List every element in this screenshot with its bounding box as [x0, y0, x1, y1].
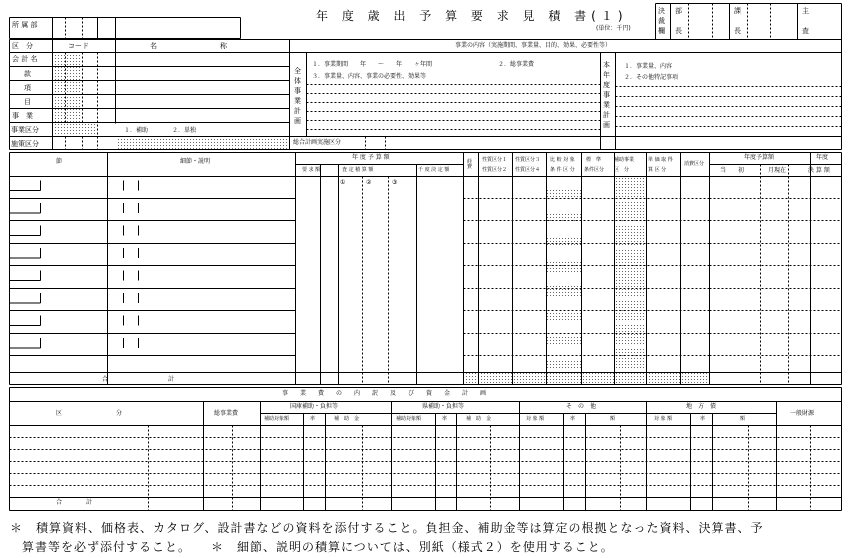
sogo-keikaku-label: 総合計画実施区分	[293, 139, 342, 146]
bunrui-1b: 性質区分２	[482, 167, 508, 173]
shaded-cell	[546, 311, 581, 321]
sonota-ritsu: 率	[570, 416, 576, 422]
zennendo2-header: 年度	[816, 154, 829, 161]
kessai-char-3: 欄	[658, 27, 665, 35]
shaded-cell	[614, 348, 646, 370]
form-title: 年 度 歳 出 予 算 要 求 見 積 書(１)	[316, 9, 628, 23]
hojo-shutai-a: 補助事業	[614, 157, 635, 163]
chiho-gaku: 額	[740, 416, 746, 422]
honnendo-label-char: 本	[603, 61, 610, 69]
shaded-cell	[614, 250, 646, 272]
shaded-cell	[614, 201, 646, 223]
genzai-header: 月現在	[768, 167, 787, 174]
shaded-cell	[546, 335, 581, 345]
shaded-cell	[546, 188, 581, 198]
zennendo-header: 年度予算額	[744, 154, 775, 161]
jigyo-kubun-label: 事業区分	[11, 126, 39, 134]
shaded-cell	[116, 137, 289, 149]
honnendo-item-2: ２．その他特記事項	[624, 74, 679, 81]
main-gokei: 合 計	[102, 376, 175, 383]
shaded-cell	[53, 123, 97, 136]
kaikei-label: 会 計 名	[12, 55, 38, 63]
kessan-header: 決 算 額	[808, 167, 830, 174]
bucho-2: 長	[675, 27, 682, 35]
chiho-taisho: 対 象 額	[654, 416, 673, 422]
kacho-1: 課	[734, 7, 741, 15]
zentai-item-1a: １．事業期間 年 ～ 年 ヶ年間	[312, 61, 433, 68]
zentai-label-char: 体	[294, 77, 301, 85]
kessai-char-2: 裁	[658, 17, 665, 25]
jigyo-naiyo-header: 事業の内容（実施期間、事業量、目的、効果、必要性等）	[455, 42, 612, 49]
zentai-label-char: 全	[294, 67, 301, 75]
kokko-hojo-taisho: 補助対象額	[264, 416, 290, 422]
shozokubu-label: 所 属 部	[12, 21, 38, 29]
honnendo-label-char: 年	[603, 71, 610, 79]
lower-gokei: 合 計	[56, 499, 93, 506]
zentai-label-char: 業	[294, 97, 301, 105]
kokko-hojokin: 補 助 金	[334, 416, 360, 422]
kacho-2: 長	[734, 27, 741, 35]
moku-label: 目	[24, 98, 31, 106]
honnendo-item-1: １．事業量、内容	[624, 63, 673, 70]
zentai-label-char: 計	[294, 107, 301, 115]
footer-note-1: ＊ 積算資料、価格表、カタログ、設計書などの資料を添付すること。負担金、補助金等は算定の根拠となった資料、決算書、予	[10, 521, 764, 535]
lower-kubun-header: 区 分	[56, 410, 123, 417]
shaded-cell	[546, 237, 581, 247]
satei-header: 査 定 積 算 額	[342, 167, 374, 173]
honnendo-label-char: 画	[603, 121, 610, 129]
seisaku-kubun-label: 施策区分	[11, 140, 39, 148]
chiho-header: 地 方 債	[686, 403, 717, 410]
chiho-ritsu: 率	[700, 416, 706, 422]
ken-ritsu: 率	[442, 416, 448, 422]
shaded-cell	[546, 213, 581, 223]
shaded-cell	[546, 262, 581, 272]
circle-3: ③	[392, 179, 398, 186]
shaded-cell	[614, 274, 646, 296]
ippan-kubun-b: 算 区 分	[648, 167, 667, 173]
honnendo-label-char: 事	[603, 91, 610, 99]
circle-2: ②	[366, 179, 372, 186]
hikaku-a: 比 較 対 象	[550, 157, 575, 163]
honnendo-label-char: 計	[603, 111, 610, 119]
hikaku-b: 条 件 区 分	[550, 167, 575, 173]
bunrui-1a: 性質区分１	[482, 157, 508, 163]
shusa-2: 査	[802, 27, 809, 35]
kessai-char-1: 決	[658, 7, 665, 15]
kubun-label: 区 分	[12, 42, 33, 50]
shaded-cell	[546, 286, 581, 296]
yokyu-gaku-header: 要 求 額	[302, 167, 321, 173]
ko-label: 項	[24, 84, 31, 92]
kijun-b: 条件区分	[584, 167, 605, 173]
zentai-item-2: ３．事業量、内容、事業の必要性、効果等	[312, 73, 427, 80]
shusa-1: 主	[802, 7, 809, 15]
bunrui-2a: 性質区分３	[515, 157, 541, 163]
lower-table-header: 事 業 費 の 内 訳 及 び 資 金 計 画	[282, 390, 487, 397]
kan-label: 款	[24, 70, 31, 78]
kokko-ritsu: 率	[310, 416, 316, 422]
jigyo-label: 事 業	[12, 112, 33, 120]
shaded-cell	[546, 360, 581, 370]
shaded-cell	[53, 53, 82, 122]
touki-header: 当 初	[720, 167, 745, 174]
honnendo-label-char: 度	[603, 81, 610, 89]
bunrui-2b: 性質区分４	[515, 167, 541, 173]
yosan-kubun: 消費区分	[684, 161, 705, 167]
zentai-label-char: 事	[294, 87, 301, 95]
shaded-cell	[463, 372, 709, 384]
kijun-a: 標 準	[586, 157, 602, 163]
kettei-header: 千 度 決 定 額	[418, 167, 450, 173]
circle-1: ①	[340, 179, 346, 186]
sojigyohi-header: 総事業費	[214, 410, 239, 417]
kokko-header: 国庫補助・負担等	[290, 403, 339, 410]
footer-note-2: 算書等を必ず添付すること。 ＊ 細節、説明の積算については、別紙（様式２）を使用すること。	[22, 540, 614, 554]
keihi-header: 経 費	[467, 159, 473, 170]
hojo-shutai-b: 区 分	[614, 167, 630, 173]
honnendo-label-char: 業	[603, 101, 610, 109]
sonota-taisho: 対 象 額	[526, 416, 545, 422]
meisho-label: 名 称	[150, 42, 227, 50]
bucho-1: 部	[675, 7, 682, 15]
setsu-header: 節	[56, 158, 63, 165]
tandoku-option: ２．単独	[172, 127, 197, 134]
zentai-label-char: 画	[294, 117, 301, 125]
ken-hojokin: 補 助 金	[466, 416, 492, 422]
saimoku-header: 細節・説明	[180, 158, 211, 165]
sonota-gaku: 額	[610, 416, 616, 422]
yokyu-header: 年 度 予 算 額	[352, 154, 390, 161]
sonota-header: そ の 他	[566, 403, 597, 410]
ken-hojo-taisho: 補助対象額	[396, 416, 422, 422]
ken-header: 県補助・負担等	[422, 403, 465, 410]
hojo-option: １．補助	[124, 127, 149, 134]
ippan-header: 一般財源	[790, 410, 815, 417]
code-label: コード	[68, 42, 89, 50]
unit-label: (単位：千円)	[596, 25, 631, 32]
shaded-cells	[53, 53, 709, 384]
zentai-item-1b: ２．総事業費	[498, 61, 535, 68]
shaded-cell	[614, 176, 646, 198]
ippan-kubun-a: 単 価 取 得	[648, 157, 673, 163]
